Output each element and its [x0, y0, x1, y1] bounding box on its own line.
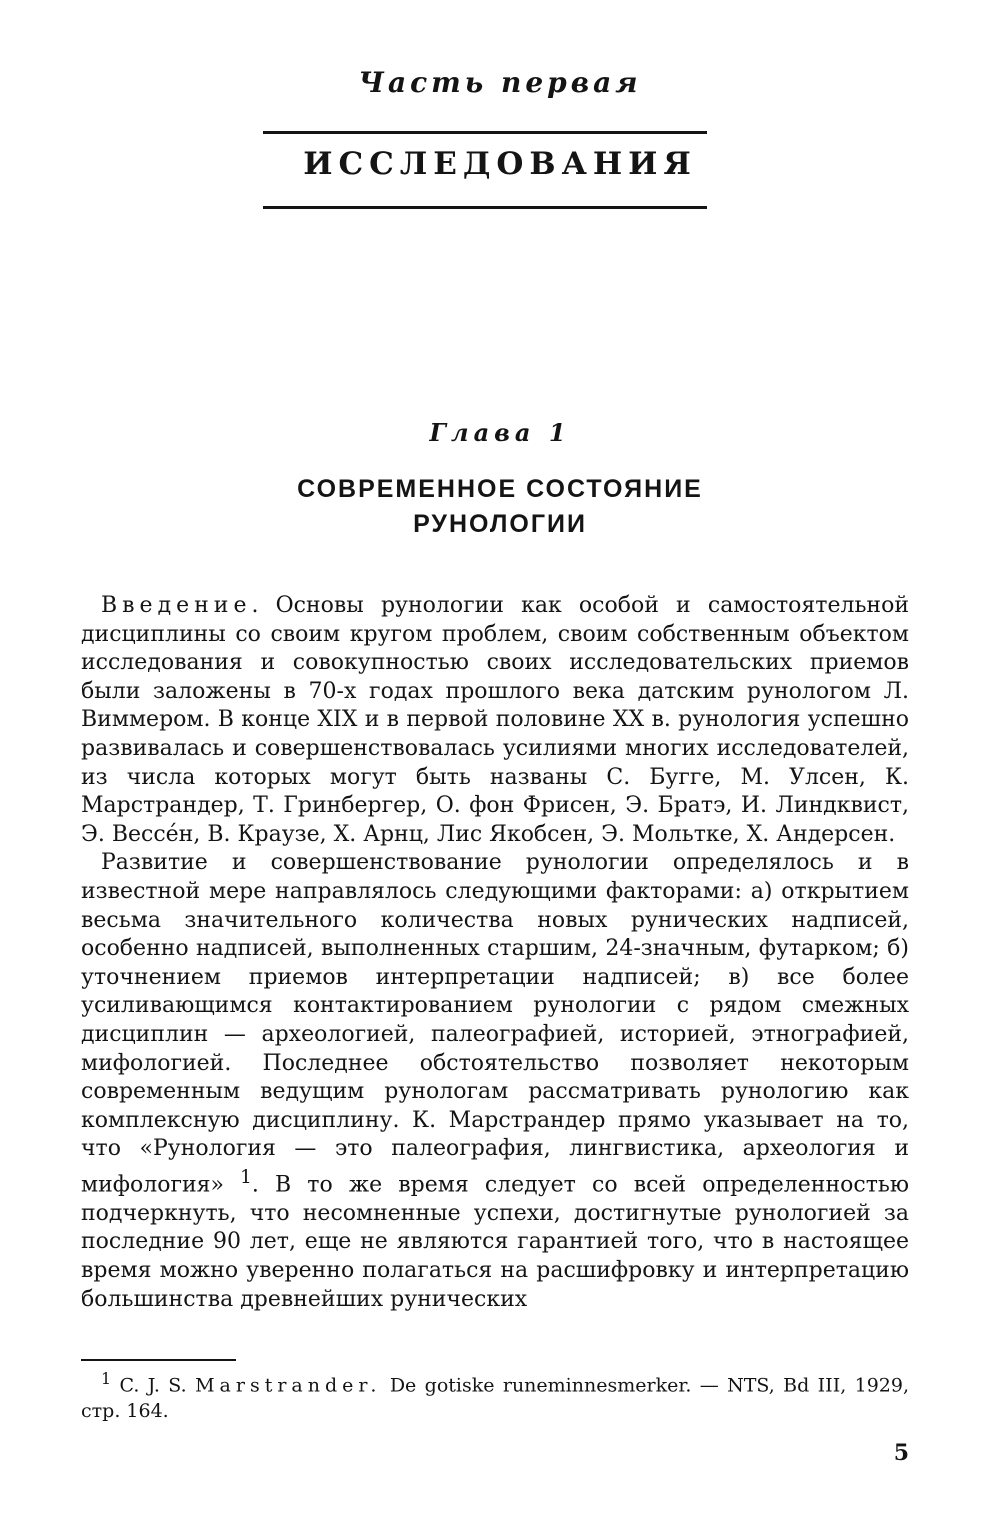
chapter-title — [0, 472, 1000, 542]
paragraph-2-text-a: Развитие и совершенствование рунологии определялось и в известной мере направлялось следующими факторами: а) открытием весьма значительного количества новых рунических надписей, особенно надписей, выполненных старшим, 24-значным, футарком; б) уточнением приемов интерпретации надписей; в) все более усиливающимся контактированием рунологии с рядом смежных дисциплин — археологией, палеографией, историей, этнографией, мифологией. Последнее обстоятельство позволяет некоторым современным ведущим рунологам рассматривать рунологию как комплексную дисциплину. К. Марстрандер прямо указывает на то, что «Рунология — это палеография, лингвистика, археология и мифология» — [81, 850, 909, 1198]
paragraph-1 — [81, 592, 909, 849]
body-text — [81, 592, 909, 1314]
paragraph-2-text-b: . В то же время следует со всей определенностью подчеркнуть, что несомненные успехи, достигнутые рунологией за последние 90 лет, еще не являются гарантией того, что в настоящее время можно уверенно полагаться на расшифровку и интерпретацию большинства древнейших рунических — [81, 1172, 910, 1312]
footnote-author: C. J. S. — [119, 1374, 187, 1397]
footnote-text — [81, 1366, 909, 1424]
chapter-label: Глава 1 — [429, 418, 571, 447]
paragraph-1-text: . Основы рунологии как особой и самостоятельной дисциплины со своим кругом проблем, своим собственным объектом исследования и совокупностью своих исследовательских приемов были заложены в 70-х годах прошлого века датским рунологом Л. Виммером. В конце XIX и в первой половине XX в. рунология успешно развивалась и совершенствовалась усилиями многих исследователей, из числа которых могут быть названы С. Бугге, М. Улсен, К. Марстрандер, Т. Гринбергер, О. фон Фрисен, Э. Братэ, И. Линдквист, Э. Вессе́н, В. Краузе, Х. Арнц, Лис Якобсен, Э. Мольтке, Х. Андерсен. — [81, 593, 909, 847]
main-title: ИССЛЕДОВАНИЯ — [303, 146, 697, 182]
chapter-title-line-1: СОВРЕМЕННОЕ СОСТОЯНИЕ — [297, 475, 703, 503]
paragraph-2 — [81, 849, 909, 1314]
title-rule-top — [263, 131, 707, 134]
title-rule-bottom — [263, 206, 707, 209]
footnote-author-surname: Marstrander. — [195, 1374, 382, 1397]
footnote-rule — [81, 1359, 236, 1361]
page-number: 5 — [893, 1440, 909, 1466]
chapter-title-line-2: РУНОЛОГИИ — [413, 510, 587, 538]
footnote — [81, 1366, 909, 1424]
part-title: Часть первая — [358, 66, 642, 99]
footnote-reference[interactable]: 1 — [240, 1166, 252, 1188]
footnote-source: De gotiske runeminnesmerker. — NTS, Bd III, 1929, стр. 164. — [81, 1374, 910, 1423]
paragraph-lead-word: Введение — [101, 593, 252, 618]
footnote-number: 1 — [101, 1369, 112, 1388]
